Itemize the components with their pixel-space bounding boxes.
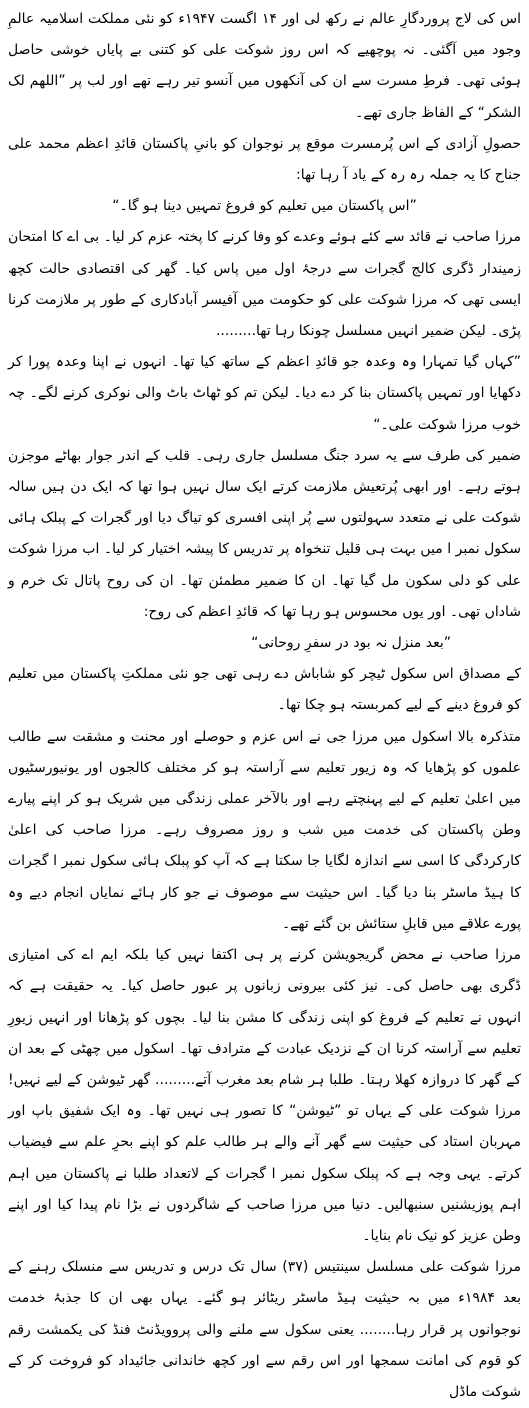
para-conscience-voice: ”کہاں گیا تمہارا وہ وعدہ جو قائدِ اعظم کے ساتھ کیا تھا۔ انہوں نے اپنا وعدہ پورا کر دکھایا اور تمہیں پاکستان بنا کر دے دیا۔ لیکن تم کو ٹھاٹ باٹ والی نوکری کرنے لگے۔ چہ خوب مرزا شوکت علی۔“ [8,354,521,433]
para-inner-struggle: ضمیر کی طرف سے یہ سرد جنگ مسلسل جاری رہی۔ قلب کے اندر جوار بھاٹے موجزن ہوتے رہے۔ اور ابھی پُرتعیش ملازمت کرتے ایک سال نہیں ہوا تھا کہ ایک دن ہیں سالہ شوکت علی نے متعدد سہولتوں سے پُر اپنی افسری کو تیاگ دیا اور گجرات کے پبلک ہائی سکول نمبر ا میں بہت ہی قلیل تنخواہ پر تدریس کا پیشہ اختیار کر لیا۔ اب مرزا شوکت علی کو دلی سکون مل گیا تھا۔ ان کا ضمیر مطمئن تھا۔ ان کی روح پاتال تک خرم و شاداں تھی۔ اور یوں محسوس ہو رہا تھا کہ قائدِ اعظم کی روح: [8,447,521,620]
para-independence-day: اس کی لاج پروردگارِ عالم نے رکھ لی اور ۱۴ اگست ۱۹۴۷ء کو نئی مملکت اسلامیہ عالمِ وجود میں آگئی۔ نہ پوچھیے کہ اس روز شوکت علی کو کتنی بے پایاں خوشی حاصل ہوئی تھی۔ فرطِ مسرت سے ان کی آنکھوں میں آنسو تیر رہے تھے اور لب پر ”اللھم لک الشکر“ کے الفاظ جاری تھے۔ [8,11,521,121]
para-bilingual-exam: مرزا صاحب نے قائد سے کئے ہوئے وعدے کو وفا کرنے کا پختہ عزم کر لیا۔ بی اے کا امتحان زمیندار ڈگری کالج گجرات سے درجۂ اول میں پاس کیا۔ گھر کی اقتصادی حالت کچھ ایسی تھی کہ مرزا شوکت علی کو حکومت میں آفیسر آبادکاری کے طور پر ملازمت کرنا پڑی۔ لیکن ضمیر انہیں مسلسل چونکا رہا تھا......... [8,229,521,340]
para-school-students: متذکرہ بالا اسکول میں مرزا جی نے اس عزم و حوصلے اور محنت و مشقت سے طالب علموں کو پڑھایا کہ وہ زیور تعلیم سے آراستہ ہو کر مختلف کالجوں اور یونیورسٹیوں میں اعلیٰ تعلیم کے لیے پہنچتے رہے اور بالآخر عملی زندگی میں شریک ہو کر اپنے پیارے وطن پاکستان کی خدمت میں شب و روز مصروف رہے۔ مرزا صاحب کی اعلیٰ کارکردگی کا اسی سے اندازہ لگایا جا سکتا ہے کہ آپ کو پبلک ہائی سکول نمبر ا گجرات کا ہیڈ ماسٹر بنا دیا گیا۔ اس حیثیت سے موصوف نے جو کار ہائے نمایاں انجام دیے وہ پورے علاقے میں قابلِ ستائش بن گئے تھے۔ [8,728,521,932]
para-school-teacher: کے مصداق اس سکول ٹیچر کو شاباش دے رہی تھی جو نئی مملکتِ پاکستان میں تعلیم کو فروغ دینے کے لیے کمربستہ ہو چکا تھا۔ [8,666,521,714]
para-quaid-message-intro: حصولِ آزادی کے اس پُرمسرت موقع پر نوجوان کو بانیِ پاکستان قائدِ اعظم محمد علی جناح کا یہ جملہ رہ رہ کے یاد آ رہا تھا: [8,135,521,184]
para-graduation-mission: مرزا صاحب نے محض گریجویشن کرنے پر ہی اکتفا نہیں کیا بلکہ ایم اے کی امتیازی ڈگری بھی حاصل کی۔ نیز کئی بیرونی زبانوں پر عبور حاصل کیا۔ یہ حقیقت ہے کہ انہوں نے تعلیم کے فروغ کو اپنی زندگی کا مشن بنا لیا۔ بچوں کو پڑھانا اور انہیں زیورِ تعلیم سے آراستہ کرنا ان کے نزدیک عبادت کے مترادف تھا۔ اسکول میں چھٹی کے بعد ان کے گھر کا دروازہ کھلا رہتا۔ طلبا ہر شام بعد مغرب آتے......... گھر ٹیوشن کے لیے نہیں! مرزا شوکت علی کے یہاں تو ”ٹیوشن“ کا تصور ہی نہیں تھا۔ وہ ایک شفیق باپ اور مہربان استاد کی حیثیت سے گھر آنے والے ہر طالب علم کو اپنے بحرِ علم سے فیضیاب کرتے۔ یہی وجہ ہے کہ پبلک سکول نمبر ا گجرات کے لاتعداد طلبا نے پاکستان میں اہم اہم پوزیشنیں سنبھالیں۔ دنیا میں مرزا صاحب کے شاگردوں نے بڑا نام پیدا کیا اور اپنے وطن عزیز کو نیک نام بنایا۔ [8,947,521,1244]
quote-quaid-education: ”اس پاکستان میں تعلیم کو فروغ تمہیں دینا ہو گا۔“ [112,198,417,215]
para-retirement-fund: مرزا شوکت علی مسلسل سینتیس (۳۷) سال تک درس و تدریس سے منسلک رہنے کے بعد ۱۹۸۴ء میں بہ حیثیت ہیڈ ماسٹر ریٹائر ہو گئے۔ یہاں بھی ان کا جذبۂ خدمت نوجوانوں پر قرار رہا........ یعنی سکول سے ملنے والی پروویڈنٹ فنڈ کی یکمشت رقم کو قوم کی امانت سمجھا اور اس رقم سے اور کچھ خاندانی جائیداد کو فروخت کر کے شوکت ماڈل [8,1259,522,1400]
quote-persian-verse: ”بعد منزل نہ بود در سفرِ روحانی“ [251,635,451,652]
